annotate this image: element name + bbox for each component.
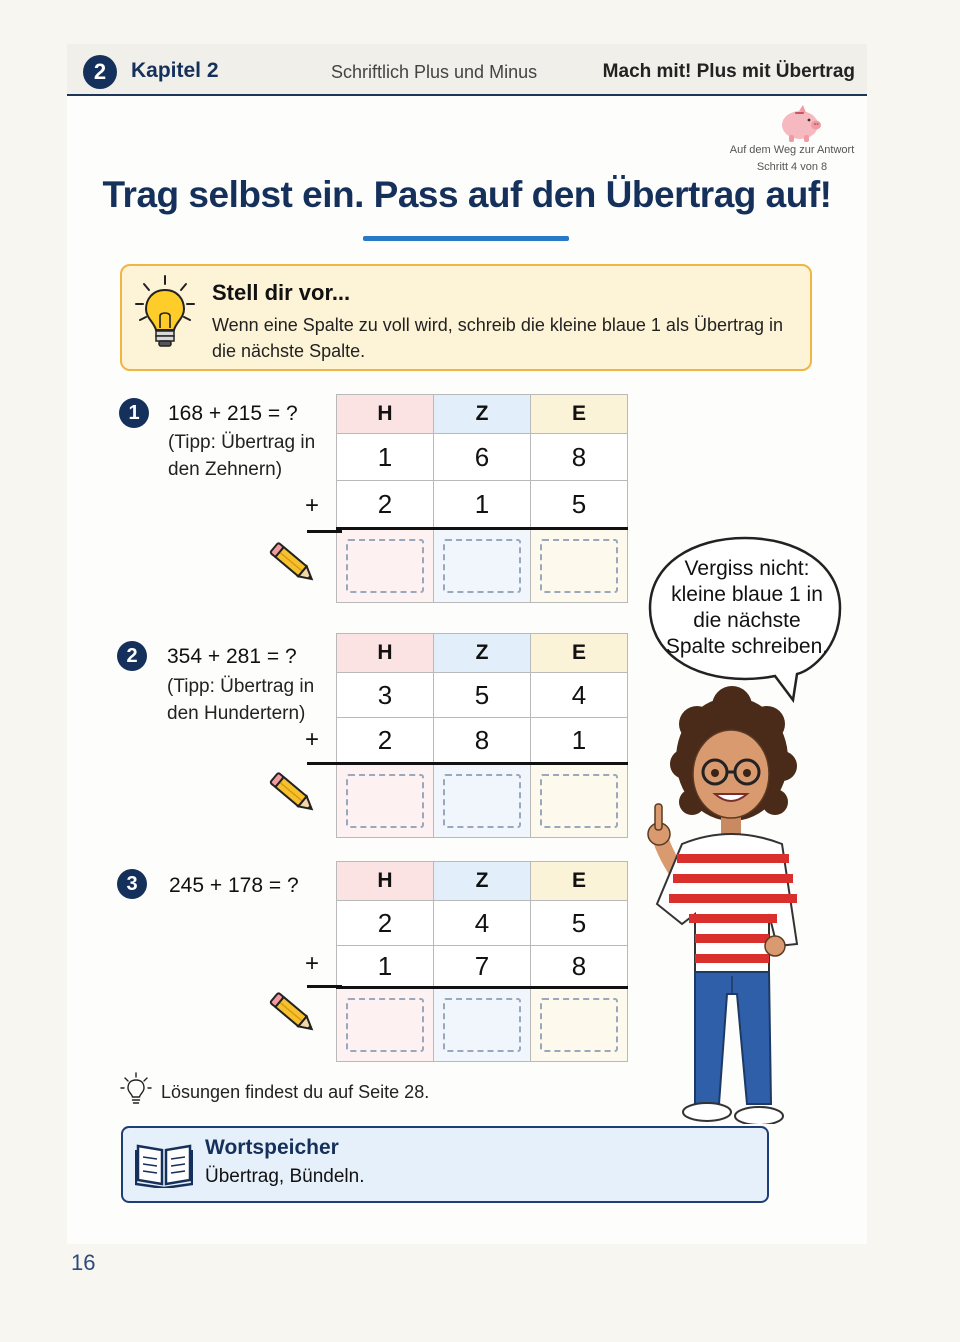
task-2-equation: 354 + 281 = ? bbox=[167, 645, 297, 668]
progress-step: Schritt 4 von 8 bbox=[756, 161, 828, 173]
answer-slot-tens[interactable] bbox=[443, 774, 521, 828]
digit-cell: 1 bbox=[434, 481, 531, 529]
task-3-equation: 245 + 178 = ? bbox=[169, 874, 299, 897]
digit-cell: 1 bbox=[337, 434, 434, 481]
column-header-hundreds: H bbox=[337, 862, 434, 901]
word-bank-title: Wortspeicher bbox=[205, 1136, 339, 1159]
task-1-equation: 168 + 215 = ? bbox=[168, 402, 298, 425]
task-1-tip: (Tipp: Übertrag in den Zehnern) bbox=[168, 432, 316, 480]
digit-cell: 8 bbox=[531, 946, 628, 988]
page-title: Trag selbst ein. Pass auf den Übertrag auf! bbox=[102, 174, 832, 215]
answer-slot-hundreds[interactable] bbox=[346, 998, 424, 1052]
lightbulb-icon bbox=[120, 1072, 152, 1106]
plus-sign: + bbox=[305, 726, 320, 753]
sum-line bbox=[307, 530, 342, 533]
task-number-1: 1 bbox=[119, 398, 149, 428]
chapter-number-badge: 2 bbox=[83, 55, 117, 89]
tip-title: Stell dir vor... bbox=[212, 280, 351, 305]
word-bank-box bbox=[121, 1126, 769, 1203]
title-underline bbox=[363, 236, 569, 241]
pencil-icon bbox=[267, 988, 319, 1040]
progress-label: Auf dem Weg zur Antwort bbox=[729, 144, 855, 156]
task-1-place-value-table bbox=[336, 394, 628, 603]
lightbulb-icon bbox=[132, 272, 198, 358]
book-icon bbox=[135, 1140, 193, 1188]
girl-character-illustration bbox=[637, 684, 817, 1124]
sum-line bbox=[307, 762, 342, 765]
digit-cell: 2 bbox=[337, 481, 434, 529]
tip-box bbox=[120, 264, 812, 371]
column-header-tens: Z bbox=[434, 395, 531, 434]
column-header-hundreds: H bbox=[337, 634, 434, 673]
word-bank-text: Übertrag, Bündeln. bbox=[205, 1166, 365, 1187]
answer-slot-hundreds[interactable] bbox=[346, 539, 424, 593]
digit-cell: 5 bbox=[531, 481, 628, 529]
digit-cell: 5 bbox=[531, 901, 628, 946]
digit-cell: 1 bbox=[337, 946, 434, 988]
task-number-2: 2 bbox=[117, 641, 147, 671]
task-2-tip: (Tipp: Übertrag in den Hundertern) bbox=[167, 676, 315, 724]
tip-text: Wenn eine Spalte zu voll wird, schreib die kleine blaue 1 als Übertrag in die nächste Spalte. bbox=[212, 315, 783, 361]
digit-cell: 2 bbox=[337, 901, 434, 946]
digit-cell: 8 bbox=[531, 434, 628, 481]
answer-slot-ones[interactable] bbox=[540, 998, 618, 1052]
answer-slot-tens[interactable] bbox=[443, 998, 521, 1052]
task-2-place-value-table bbox=[336, 633, 628, 838]
answer-slot-tens[interactable] bbox=[443, 539, 521, 593]
plus-sign: + bbox=[305, 950, 320, 977]
section-title: Mach mit! Plus mit Übertrag bbox=[602, 61, 855, 82]
column-header-ones: E bbox=[531, 634, 628, 673]
pencil-icon bbox=[267, 768, 319, 820]
digit-cell: 1 bbox=[531, 718, 628, 764]
column-header-ones: E bbox=[531, 395, 628, 434]
digit-cell: 4 bbox=[434, 901, 531, 946]
digit-cell: 7 bbox=[434, 946, 531, 988]
piggy-bank-icon bbox=[775, 104, 823, 144]
chapter-title: Kapitel 2 bbox=[131, 59, 219, 82]
column-header-ones: E bbox=[531, 862, 628, 901]
digit-cell: 5 bbox=[434, 673, 531, 718]
digit-cell: 2 bbox=[337, 718, 434, 764]
speech-bubble-text: Vergiss nicht: kleine blaue 1 in die nächste Spalte schreiben. bbox=[665, 557, 829, 658]
pencil-icon bbox=[267, 538, 319, 590]
digit-cell: 8 bbox=[434, 718, 531, 764]
digit-cell: 4 bbox=[531, 673, 628, 718]
column-header-tens: Z bbox=[434, 634, 531, 673]
chapter-subtitle: Schriftlich Plus und Minus bbox=[331, 62, 538, 82]
answer-slot-ones[interactable] bbox=[540, 774, 618, 828]
column-header-hundreds: H bbox=[337, 395, 434, 434]
chapter-header bbox=[67, 44, 867, 96]
plus-sign: + bbox=[305, 492, 320, 519]
column-header-tens: Z bbox=[434, 862, 531, 901]
task-number-3: 3 bbox=[117, 869, 147, 899]
answer-slot-hundreds[interactable] bbox=[346, 774, 424, 828]
worksheet-page bbox=[67, 44, 867, 1244]
task-3-place-value-table bbox=[336, 861, 628, 1062]
page-number: 16 bbox=[71, 1250, 96, 1275]
digit-cell: 6 bbox=[434, 434, 531, 481]
digit-cell: 3 bbox=[337, 673, 434, 718]
solutions-hint: Lösungen findest du auf Seite 28. bbox=[161, 1082, 430, 1102]
answer-slot-ones[interactable] bbox=[540, 539, 618, 593]
